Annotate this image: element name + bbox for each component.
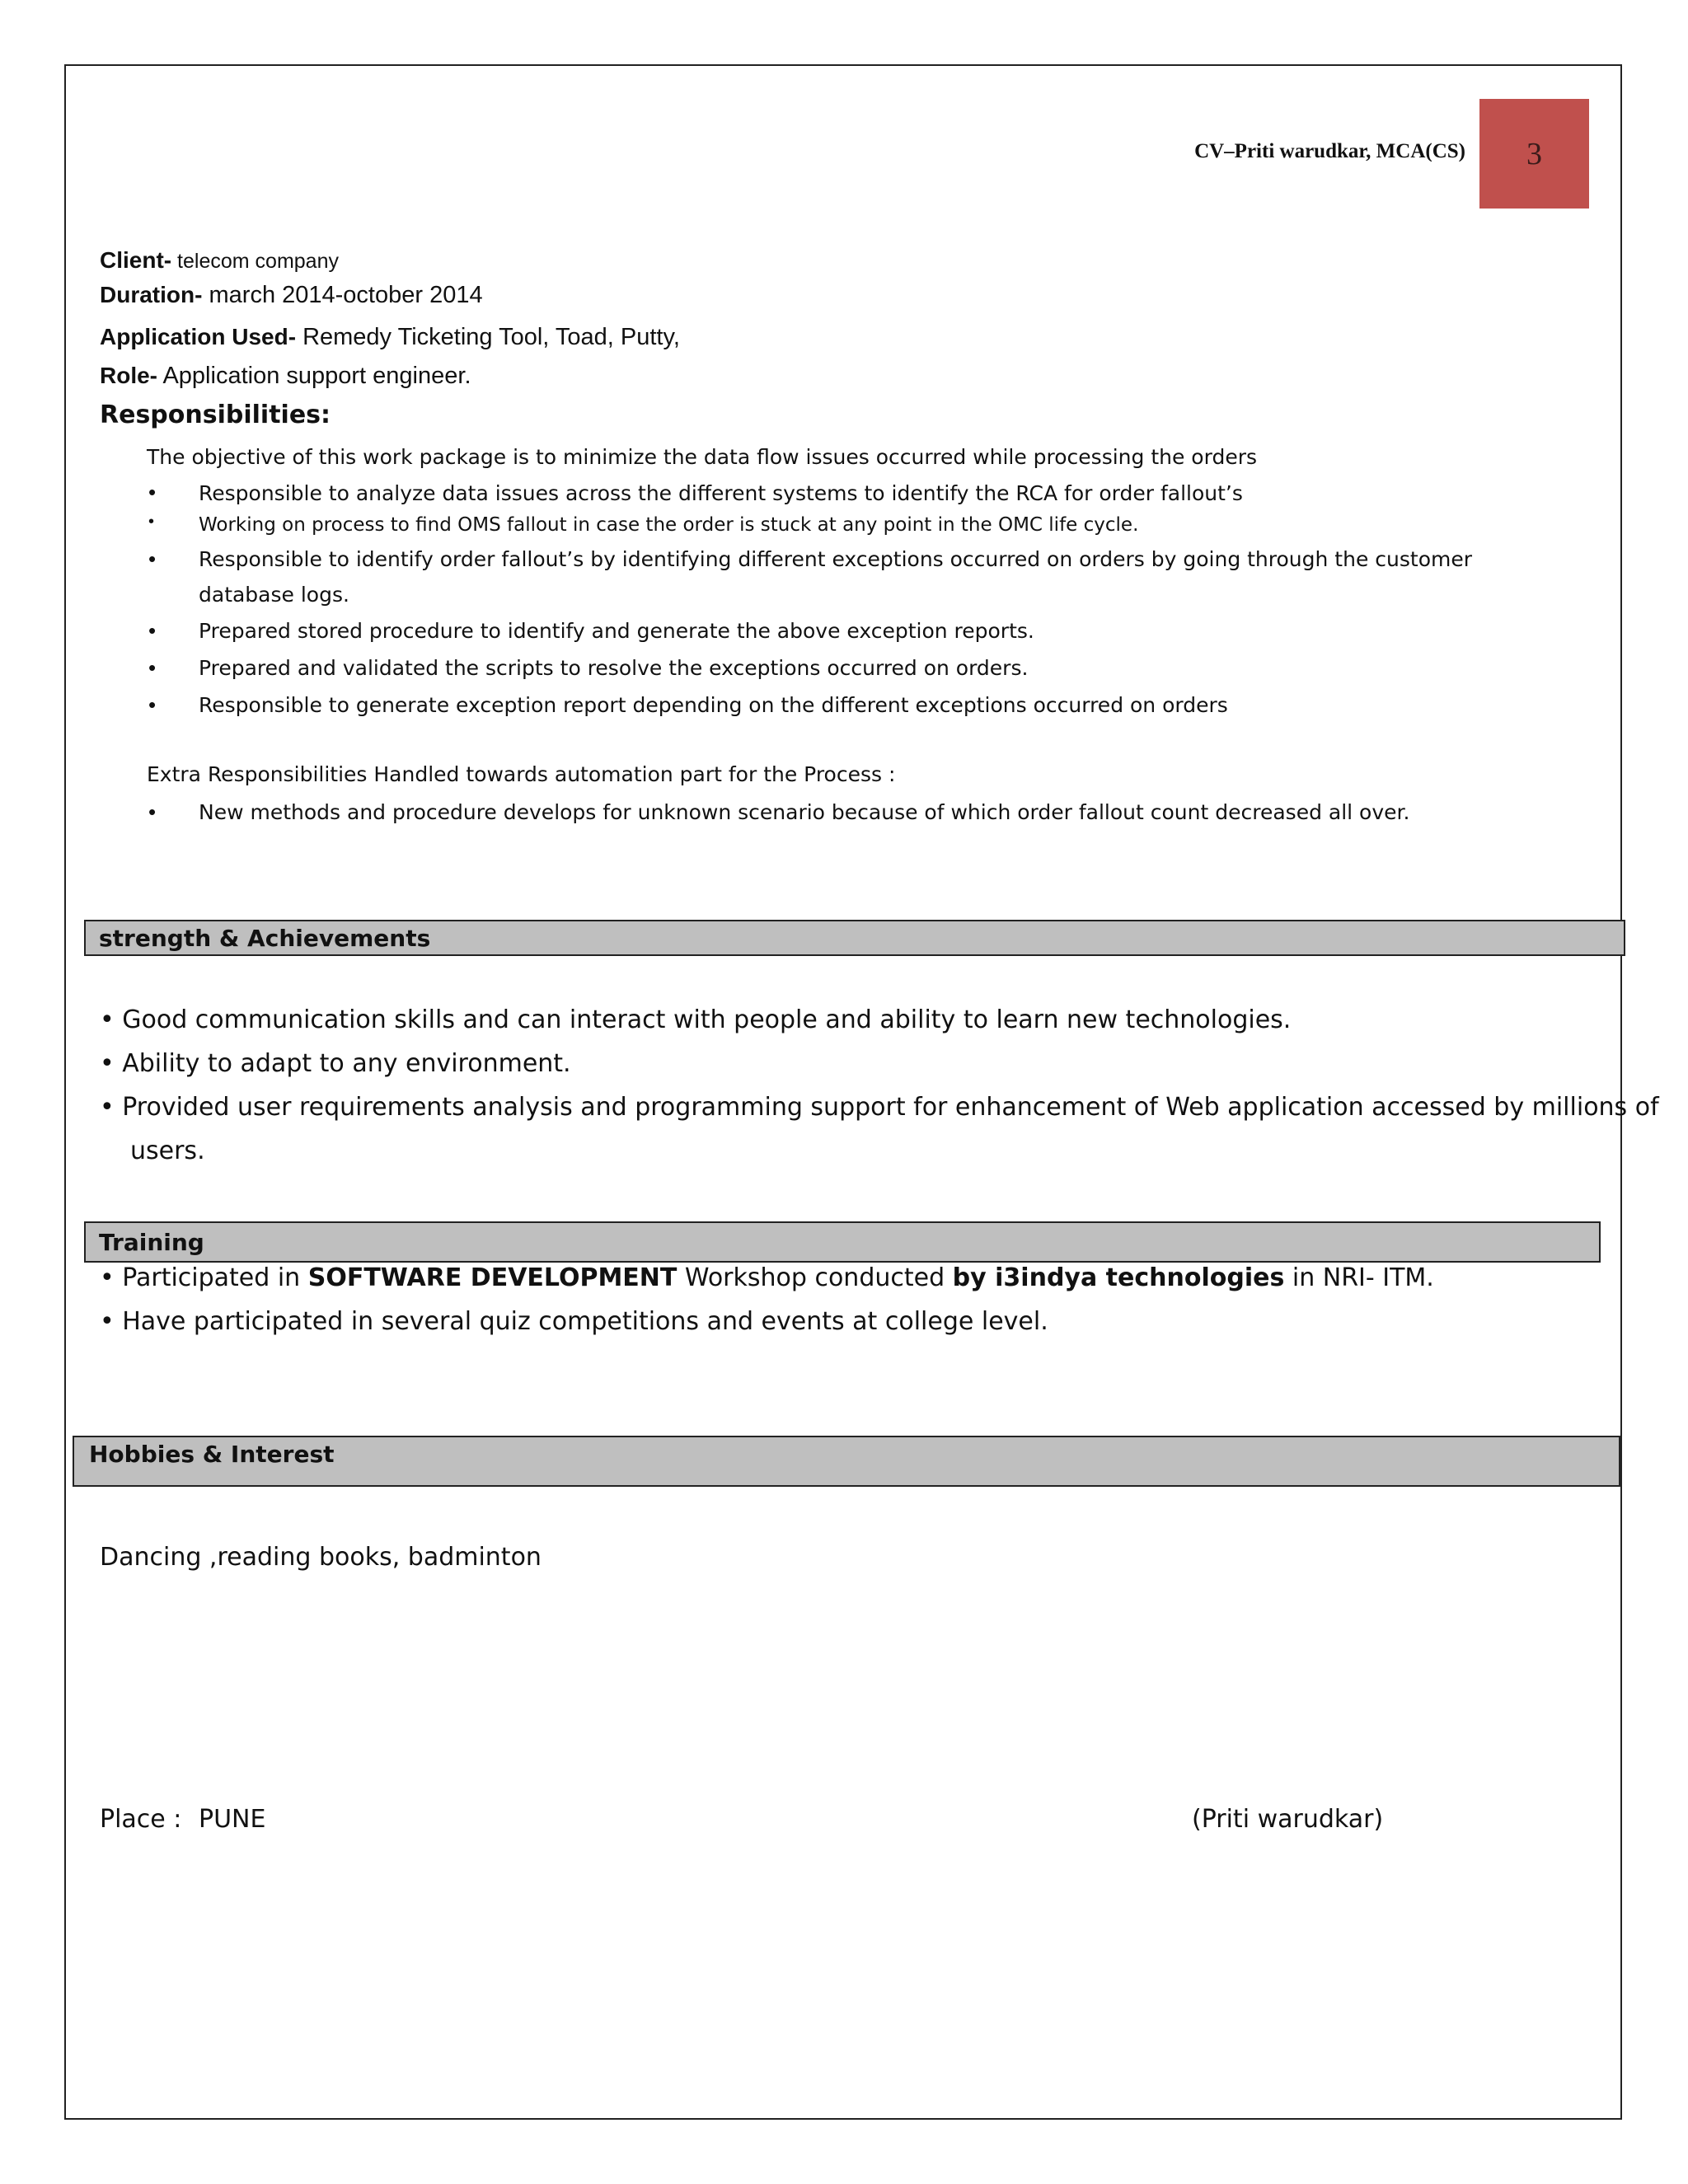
page-number: 3 (1526, 136, 1542, 171)
bullet-icon: • (148, 655, 157, 680)
strength-item: • Provided user requirements analysis and programming support for enhancement of Web application accessed by millions of (100, 1093, 1659, 1122)
strength-item: • Ability to adapt to any environment. (100, 1049, 571, 1078)
responsibilities-intro: The objective of this work package is to minimize the data flow issues occurred while processing the orders (147, 445, 1257, 469)
duration-value: march 2014-october 2014 (202, 282, 483, 308)
bullet-icon: • (148, 692, 157, 717)
training-bold-text: by i3indya technologies (952, 1263, 1285, 1292)
training-section-header (84, 1221, 1601, 1263)
bullet-icon: • (148, 546, 157, 571)
extra-responsibilities-intro: Extra Responsibilities Handled towards automation part for the Process : (147, 762, 896, 786)
application-value: Remedy Ticketing Tool, Toad, Putty, (296, 324, 680, 350)
header-title: CV–Priti warudkar, MCA(CS) (1194, 140, 1465, 162)
duration-field (100, 282, 483, 309)
application-label: Application Used- (100, 324, 297, 349)
client-field (100, 247, 339, 274)
extra-responsibility-item: New methods and procedure develops for unknown scenario because of which order fallout count decreased all over. (199, 800, 1410, 824)
strength-item: • Good communication skills and can interact with people and ability to learn new technologies. (100, 1005, 1292, 1034)
bullet-icon: • (148, 480, 157, 504)
bullet-icon: • (148, 618, 157, 643)
responsibility-item: Prepared and validated the scripts to resolve the exceptions occurred on orders. (199, 656, 1029, 680)
responsibility-item: Working on process to find OMS fallout in case the order is stuck at any point in the OMC life cycle. (199, 514, 1139, 536)
role-label: Role- (100, 363, 157, 388)
signature: (Priti warudkar) (1192, 1805, 1384, 1834)
hobbies-title: Hobbies & Interest (89, 1441, 335, 1468)
responsibilities-title: Responsibilities: (100, 401, 331, 429)
bullet-icon: • (148, 513, 155, 531)
place-value: PUNE (199, 1805, 266, 1834)
hobbies-text: Dancing ,reading books, badminton (100, 1543, 542, 1572)
strengths-section-header (84, 920, 1625, 956)
training-text: in NRI- ITM. (1284, 1263, 1434, 1292)
bullet-icon: • (148, 799, 157, 824)
strength-item: users. (130, 1137, 205, 1165)
training-bold-text: SOFTWARE DEVELOPMENT (307, 1263, 678, 1292)
client-label: Client- (100, 247, 172, 273)
client-value: telecom company (171, 250, 339, 273)
training-item: • Have participated in several quiz competitions and events at college level. (100, 1307, 1048, 1336)
responsibility-item: Responsible to identify order fallout’s by identifying different exceptions occurred on orders by going through the customer database logs. (199, 547, 1473, 607)
training-title: Training (99, 1228, 204, 1256)
training-text: Workshop conducted (677, 1263, 953, 1292)
role-field (100, 363, 471, 390)
hobbies-section-header (73, 1436, 1620, 1487)
page-number-box (1479, 99, 1589, 209)
role-value: Application support engineer. (157, 363, 471, 389)
training-text: • Participated in (100, 1263, 308, 1292)
application-field (100, 324, 680, 351)
place-label: Place : (100, 1805, 182, 1834)
responsibility-item: Responsible to analyze data issues across the different systems to identify the RCA for order fallout’s (199, 481, 1243, 505)
duration-label: Duration- (100, 282, 203, 307)
responsibility-item: Prepared stored procedure to identify and generate the above exception reports. (199, 619, 1034, 643)
strengths-title: strength & Achievements (99, 924, 431, 952)
responsibility-item: Responsible to generate exception report depending on the different exceptions occurred on orders (199, 693, 1228, 717)
training-item (100, 1263, 1434, 1292)
